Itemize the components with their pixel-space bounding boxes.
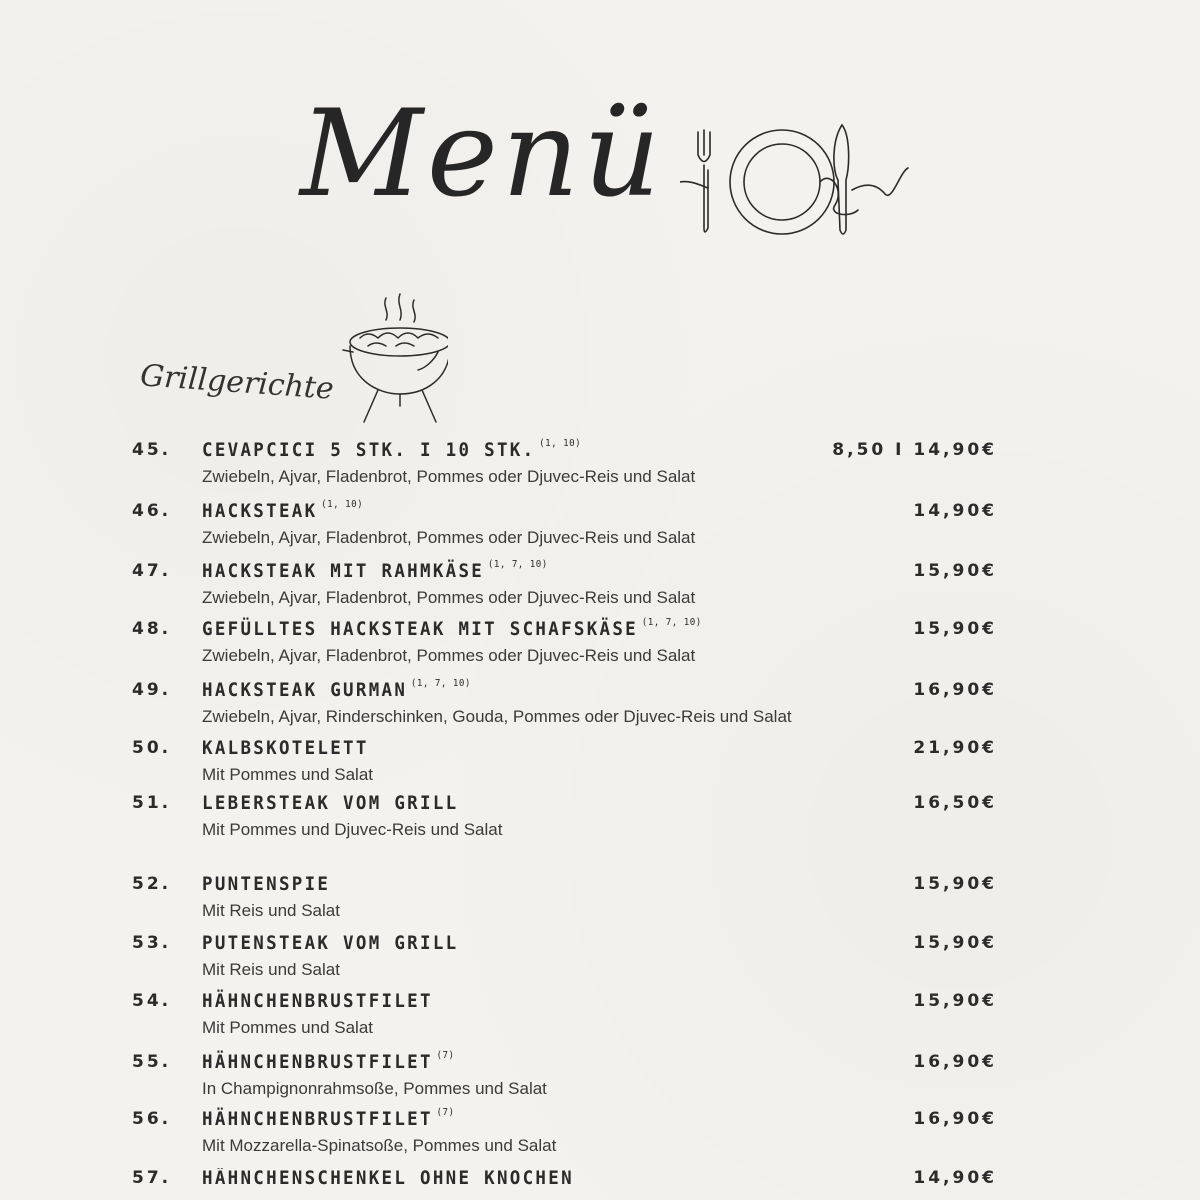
menu-item bbox=[0, 619, 1200, 679]
item-price: 14,90€ bbox=[913, 501, 997, 521]
item-description: Mit Mozzarella-Spinatsoße, Pommes und Salat bbox=[202, 1136, 557, 1155]
item-number: 48. bbox=[132, 619, 172, 639]
item-name-text: HACKSTEAK GURMAN bbox=[202, 679, 408, 701]
item-description: Zwiebeln, Ajvar, Fladenbrot, Pommes oder Djuvec-Reis und Salat bbox=[202, 588, 696, 607]
menu-item bbox=[0, 933, 1200, 993]
item-allergens: (1, 7, 10) bbox=[641, 617, 702, 628]
grill-icon bbox=[338, 290, 448, 425]
item-description: Mit Pommes und Salat bbox=[202, 1018, 374, 1037]
item-allergens: (1, 7, 10) bbox=[410, 678, 471, 689]
item-name bbox=[202, 617, 702, 640]
item-name-text: HÄHNCHENSCHENKEL OHNE KNOCHEN bbox=[202, 1168, 574, 1189]
item-allergens: (7) bbox=[436, 1107, 455, 1118]
item-name bbox=[202, 791, 462, 814]
item-number: 46. bbox=[132, 501, 172, 521]
item-name-text: HÄHNCHENBRUSTFILET bbox=[202, 1108, 433, 1130]
item-description: Zwiebeln, Ajvar, Fladenbrot, Pommes oder Djuvec-Reis und Salat bbox=[202, 646, 696, 665]
menu-item bbox=[0, 1168, 1200, 1200]
menu-item bbox=[0, 793, 1200, 853]
item-name-text: HACKSTEAK MIT RAHMKÄSE bbox=[202, 560, 485, 582]
item-description: Zwiebeln, Ajvar, Fladenbrot, Pommes oder Djuvec-Reis und Salat bbox=[202, 528, 696, 547]
item-price: 15,90€ bbox=[913, 619, 997, 639]
menu-item bbox=[0, 874, 1200, 934]
item-name bbox=[202, 1050, 455, 1073]
item-description: In Champignonrahmsoße, Pommes und Salat bbox=[202, 1079, 547, 1098]
menu-item bbox=[0, 1052, 1200, 1112]
item-number: 50. bbox=[132, 738, 172, 758]
item-name bbox=[202, 438, 581, 461]
item-name bbox=[202, 1107, 455, 1130]
item-allergens: (7) bbox=[436, 1050, 455, 1061]
item-name bbox=[202, 678, 471, 701]
item-description: Mit Pommes und Salat bbox=[202, 765, 374, 784]
item-number: 52. bbox=[132, 874, 172, 894]
menu-item bbox=[0, 991, 1200, 1051]
item-name-text: LEBERSTEAK VOM GRILL bbox=[202, 792, 459, 814]
item-name bbox=[202, 1168, 578, 1189]
item-price: 8,50 I 14,90€ bbox=[832, 440, 997, 460]
item-name bbox=[202, 736, 372, 759]
item-name-text: HÄHNCHENBRUSTFILET bbox=[202, 1051, 433, 1073]
menu-item bbox=[0, 738, 1200, 798]
item-description: Zwiebeln, Ajvar, Fladenbrot, Pommes oder Djuvec-Reis und Salat bbox=[202, 467, 696, 486]
item-name-text: PUTENSTEAK VOM GRILL bbox=[202, 932, 459, 954]
menu-item bbox=[0, 501, 1200, 561]
item-number: 51. bbox=[132, 793, 172, 813]
item-name bbox=[202, 989, 437, 1012]
item-price: 16,50€ bbox=[913, 793, 997, 813]
item-price: 14,90€ bbox=[913, 1168, 997, 1188]
item-number: 56. bbox=[132, 1109, 172, 1129]
item-number: 54. bbox=[132, 991, 172, 1011]
item-price: 21,90€ bbox=[913, 738, 997, 758]
item-number: 55. bbox=[132, 1052, 172, 1072]
item-price: 16,90€ bbox=[913, 680, 997, 700]
item-price: 16,90€ bbox=[913, 1109, 997, 1129]
item-number: 45. bbox=[132, 440, 172, 460]
item-number: 47. bbox=[132, 561, 172, 581]
item-allergens: (1, 10) bbox=[321, 499, 364, 510]
menu-item bbox=[0, 680, 1200, 740]
item-allergens: (1, 10) bbox=[539, 438, 582, 449]
menu-item bbox=[0, 561, 1200, 621]
item-allergens: (1, 7, 10) bbox=[487, 559, 548, 570]
menu-title: Menü bbox=[300, 85, 665, 224]
item-description: Mit Reis und Salat bbox=[202, 960, 340, 979]
section-title: Grillgerichte bbox=[139, 358, 335, 407]
item-name-text: KALBSKOTELETT bbox=[202, 737, 369, 759]
item-number: 49. bbox=[132, 680, 172, 700]
item-name bbox=[202, 931, 462, 954]
item-number: 53. bbox=[132, 933, 172, 953]
item-name-text: PUNTENSPIE bbox=[202, 873, 331, 895]
item-name-text: CEVAPCICI 5 STK. I 10 STK. bbox=[202, 439, 536, 461]
item-price: 15,90€ bbox=[913, 874, 997, 894]
item-description: Mit Reis und Salat bbox=[202, 901, 340, 920]
item-price: 15,90€ bbox=[913, 991, 997, 1011]
item-number: 57. bbox=[132, 1168, 172, 1188]
item-name-text: HÄHNCHENBRUSTFILET bbox=[202, 990, 433, 1012]
item-name bbox=[202, 872, 334, 895]
item-name-text: GEFÜLLTES HACKSTEAK MIT SCHAFSKÄSE bbox=[202, 618, 639, 640]
item-name bbox=[202, 559, 548, 582]
menu-item bbox=[0, 440, 1200, 500]
item-name-text: HACKSTEAK bbox=[202, 500, 318, 522]
menu-item bbox=[0, 1109, 1200, 1169]
item-price: 16,90€ bbox=[913, 1052, 997, 1072]
item-price: 15,90€ bbox=[913, 933, 997, 953]
item-description: Mit Pommes und Djuvec-Reis und Salat bbox=[202, 820, 503, 839]
plate-cutlery-icon bbox=[680, 110, 910, 245]
item-price: 15,90€ bbox=[913, 561, 997, 581]
item-name bbox=[202, 499, 363, 522]
item-description: Zwiebeln, Ajvar, Rinderschinken, Gouda, Pommes oder Djuvec-Reis und Salat bbox=[202, 707, 792, 726]
